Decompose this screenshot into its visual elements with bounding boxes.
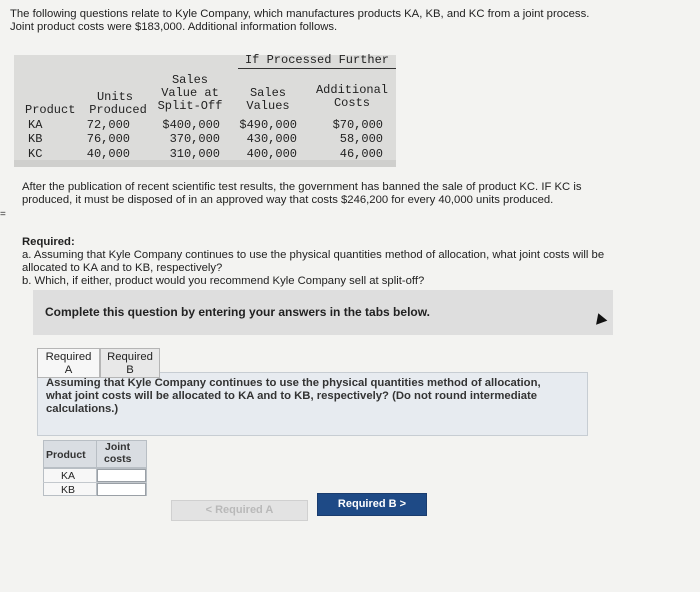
answer-product-kb: KB [61,484,76,496]
tab-label-line-1: Required [107,351,153,363]
tab-label-line-2: B [126,364,134,376]
header-additional-2: Costs [333,96,370,110]
cell-product: KC [28,147,43,161]
question-line-1: Assuming that Kyle Company continues to use the physical quantities method of allocation, [46,377,541,389]
header-sales-values-1: Sales [249,86,286,100]
cell-product: KA [28,118,43,132]
required-a-line-2: allocated to KA and to KB, respectively? [22,262,223,274]
next-required-b-button[interactable]: Required B > [317,493,427,516]
required-b-line-1: b. Which, if either, product would you recommend Kyle Company sell at split-off? [22,275,425,287]
cell-sales: 430,000 [246,132,297,146]
required-title: Required: [22,236,75,248]
cell-sales: $490,000 [239,118,297,132]
answer-header-joint-2: costs [104,453,132,465]
header-product: Product [25,103,76,117]
data-table-footer-strip [14,160,396,167]
cell-additional: 46,000 [339,147,383,161]
joint-costs-ka-input[interactable] [97,469,146,482]
answer-header-product: Product [46,449,86,461]
processed-further-underline [238,68,396,69]
header-sales-split-3: Split-Off [157,99,223,113]
instruction-text: Complete this question by entering your answers in the tabs below. [45,305,430,319]
answer-header-joint-1: Joint [105,441,131,453]
intro-line-2: Joint product costs were $183,000. Additional information follows. [10,21,338,33]
header-additional-1: Additional [315,83,388,97]
intro-line-1: The following questions relate to Kyle Company, which manufactures products KA, KB, and KC from a joint process. [10,8,590,20]
required-a-line-1: a. Assuming that Kyle Company continues to use the physical quantities method of allocation, what joint costs will be [22,249,605,261]
header-sales-split-1: Sales [171,73,208,87]
header-sales-split-2: Value at [161,86,219,100]
cell-split-off: 370,000 [169,132,220,146]
required-section [22,236,642,288]
cell-additional: 58,000 [339,132,383,146]
header-units-2: Produced [89,103,147,117]
tab-required-b[interactable] [100,348,160,378]
header-sales-values-2: Values [246,99,290,113]
notice-text [22,181,642,207]
previous-required-a-button[interactable]: < Required A [171,500,308,521]
tab-label-line-1: Required [45,351,92,363]
processed-further-header: If Processed Further [244,53,390,67]
cell-split-off: 310,000 [169,147,220,161]
edge-mark: = [0,209,6,220]
answer-product-ka: KA [61,470,76,482]
question-line-3: calculations.) [46,403,119,415]
cell-product: KB [28,132,43,146]
tab-required-a[interactable] [37,348,100,378]
joint-costs-kb-input[interactable] [97,483,146,496]
tab-label-line-2: A [64,364,73,376]
header-units-1: Units [96,90,133,104]
notice-line-2: produced, it must be disposed of in an approved way that costs $246,200 for every 40,000 units produced. [22,194,554,206]
intro-text [10,8,690,34]
cell-units: 76,000 [86,132,130,146]
cell-units: 72,000 [86,118,130,132]
question-text [46,377,586,416]
cell-additional: $70,000 [332,118,383,132]
cell-sales: 400,000 [246,147,297,161]
cell-split-off: $400,000 [162,118,220,132]
question-line-2: what joint costs will be allocated to KA and to KB, respectively? (Do not round intermediate [46,390,538,402]
notice-line-1: After the publication of recent scientific test results, the government has banned the sale of product KC. IF KC is [22,181,582,193]
cell-units: 40,000 [86,147,130,161]
